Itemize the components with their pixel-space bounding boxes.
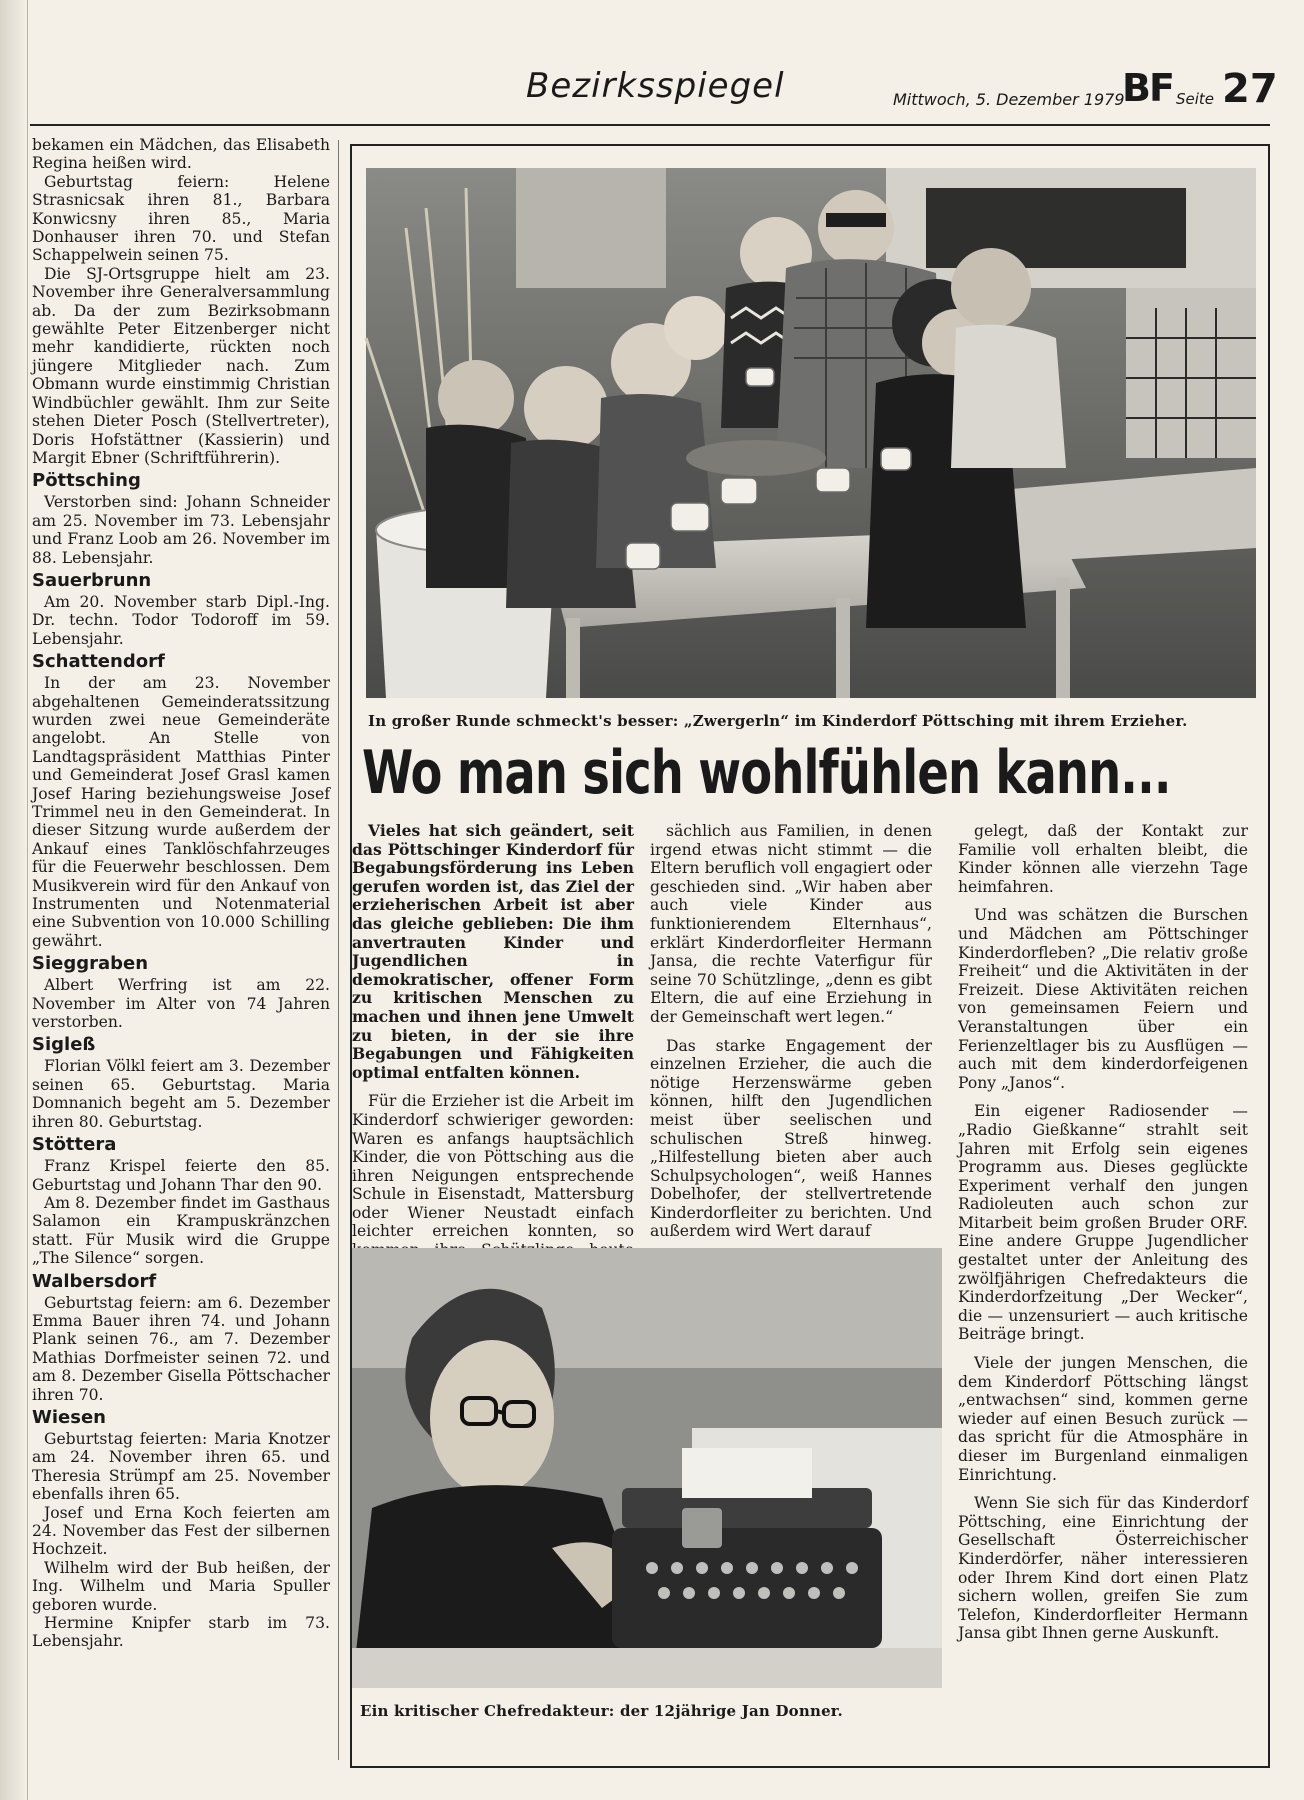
town-paragraph: Verstorben sind: Johann Schneider am 25. November im 73. Lebensjahr und Franz Loob am 26. November im 88. Lebensjahr. (32, 493, 330, 567)
children-at-table-photo (366, 168, 1256, 698)
article-paragraph: Und was schätzen die Burschen und Mädchen am Pöttschinger Kinderdorfleben? „Die relativ große Freiheit“ und die Aktivitäten in der Freizeit. Diese Aktivitäten reichen von gemeinsamen Feiern und Veranstaltungen über ein Ferienzeltlager bis zu Ausflügen — auch mit dem kinderdorfeigenen Pony „Janos“. (958, 906, 1248, 1092)
article-paragraph: Viele der jungen Menschen, die dem Kinderdorf Pöttsching längst „entwachsen“ sind, kommen gerne wieder auf einen Besuch zurück — das spricht für die Atmosphäre in dieser im Burgenland einmaligen Einrichtung. (958, 1354, 1248, 1484)
article-paragraph: Für die Erzieher ist die Arbeit im Kinderdorf schwieriger geworden: Waren es anfangs hauptsächlich Kinder, die von Pöttsching aus die ihren Neigungen entsprechende Schule in Eisenstadt, Mattersburg oder Wiener Neustadt einfach leichter erreichen konnten, so (352, 1092, 634, 1241)
town-paragraph: Albert Werfring ist am 22. November im Alter von 74 Jahren verstorben. (32, 976, 330, 1032)
town-heading: Walbersdorf (32, 1270, 157, 1292)
article-paragraph: Ein eigener Radiosender — „Radio Gießkanne“ strahlt seit Jahren mit Erfolg sein eigenes Programm aus. Dieses geglückte Experiment verhalf den jungen Radioleuten auch schon zur Mitarbeit beim großen Bruder ORF. Eine andere Gruppe Jugendlicher gestaltet unter der Anleitung des zwölfjährigen Chefredakteurs die Kinderdorfzeitung „Der Wecker“, die — unzensuriert — auch kritische Beiträge bringt. (958, 1102, 1248, 1344)
town-heading: Sauerbrunn (32, 569, 152, 591)
intro-paragraph: Geburtstag feiern: Helene Strasnicsak ihren 81., Barbara Konwicsny ihren 85., Maria Donhauser ihren 70. und Stefan Schappelwein seinen 75. (32, 172, 330, 265)
article-column-1 (352, 821, 634, 1241)
section-title: Bezirksspiegel (526, 66, 785, 106)
town-paragraph: Am 20. November starb Dipl.-Ing. Dr. techn. Todor Todoroff im 59. Lebensjahr. (32, 592, 330, 648)
article-column-3 (958, 822, 1248, 1752)
town-paragraph: Josef und Erna Koch feierten am 24. November das Fest der silbernen Hochzeit. (32, 1503, 330, 1559)
town-heading: Wiesen (32, 1406, 106, 1428)
newspaper-brand: BF (1122, 66, 1173, 110)
article-headline: Wo man sich wohlfühlen kann... (362, 738, 1171, 808)
article-paragraph: sächlich aus Familien, in denen irgend etwas nicht stimmt — die Eltern beruflich voll engagiert oder geschieden sind. „Wir haben aber auch viele Kinder aus funktionierendem Elternhaus“, erklärt Kinderdorfleiter Hermann Jansa, die rechte Vaterfigur für seine 70 Schützlinge, „denn es gibt Eltern, die auf eine Erziehung in der Gemeinschaft wert legen.“ (650, 822, 932, 1026)
town-paragraph: Florian Völkl feiert am 3. Dezember seinen 65. Geburtstag. Maria Domnanich begeht am 5. Dezember ihren 80. Geburtstag. (32, 1057, 330, 1131)
town-paragraph: Hermine Knipfer starb im 73. Lebensjahr. (32, 1614, 330, 1651)
boy-at-typewriter-photo (352, 1248, 942, 1688)
town-heading: Stöttera (32, 1134, 117, 1156)
article-paragraph: Das starke Engagement der einzelnen Erzieher, die auch die nötige Herzenswärme geben können, hilft den Jugendlichen meist über seelischen und schulischen Streß hinweg. „Hilfestellung bieten aber auch Schulpsychologen“, weiß Hannes Dobelhofer, der stellvertretende Kinderdorfleiter zu berichten. Und außerdem wird Wert darauf (650, 1036, 932, 1241)
town-heading: Sieggraben (32, 953, 149, 975)
photo-caption: Ein kritischer Chefredakteur: der 12jährige Jan Donner. (360, 1702, 843, 1720)
page-number: 27 (1222, 66, 1278, 112)
town-heading: Schattendorf (32, 651, 165, 673)
town-paragraph: Am 8. Dezember findet im Gasthaus Salamon ein Krampuskränzchen statt. Für Musik wird die Gruppe „The Silence“ sorgen. (32, 1193, 330, 1268)
town-paragraph: Wilhelm wird der Bub heißen, der Ing. Wilhelm und Maria Spuller geboren wurde. (32, 1558, 330, 1614)
issue-date: Mittwoch, 5. Dezember 1979 (893, 90, 1125, 109)
intro-paragraph: bekamen ein Mädchen, das Elisabeth Regina heißen wird. (32, 136, 330, 173)
page-binding-edge (0, 0, 28, 1800)
town-heading: Sigleß (32, 1034, 96, 1056)
article-column-2 (650, 822, 932, 1241)
intro-paragraph: Die SJ-Ortsgruppe hielt am 23. November ihre Generalversammlung ab. Da der zum Bezirksobmann gewählte Peter Eitzenberger nicht mehr kandidierte, rückten noch jüngere Mitglieder nach. Zum Obmann wurde einstimmig Christian Windbüchler gewählt. Ihm zur Seite stehen Dieter Posch (Stellvertreter), Doris Hofstättner (Kassierin) und Margit Ebner (Schriftführerin). (32, 264, 330, 467)
article-paragraph: gelegt, daß der Kontakt zur Familie voll erhalten bleibt, die Kinder können alle vierzehn Tage heimfahren. (958, 822, 1248, 896)
town-paragraph: Franz Krispel feierte den 85. Geburtstag und Johann Thar den 90. (32, 1157, 330, 1194)
article-paragraph: Wenn Sie sich für das Kinderdorf Pöttsching, eine Einrichtung der Gesellschaft Österreichischer Kinderdörfer, näher interessieren oder Ihrem Kind dort einen Platz sichern wollen, greifen Sie zum Telefon, Kinderdorfleiter Hermann Jansa gibt Ihnen gerne Auskunft. (958, 1494, 1248, 1643)
article-lead: Vieles hat sich geändert, seit das Pöttschinger Kinderdorf für Begabungsförderung ins Leben gerufen worden ist, das Ziel der erzieherischen Arbeit ist aber das gleiche geblieben: Die ihm anvertrauten Kinder und Jugendlichen in demokratischer, offener Form zu kritischen Menschen zu machen und ihnen jene Umwelt zu bieten, in der sie ihre Begabungen und Fähigkeiten optimal entfalten können. (352, 821, 634, 1082)
town-paragraph: Geburtstag feierten: Maria Knotzer am 24. November ihren 65. und Theresia Strümpf am 25. November ebenfalls ihren 65. (32, 1429, 330, 1504)
town-paragraph: Geburtstag feiern: am 6. Dezember Emma Bauer ihren 74. und Johann Plank seinen 76., am 7. Dezember Mathias Dorfmeister seinen 72. und am 8. Dezember Gisella Pöttschacher ihren 70. (32, 1293, 330, 1404)
header-rule (30, 124, 1270, 126)
town-heading: Pöttsching (32, 470, 141, 492)
district-news-column (32, 136, 330, 1766)
town-paragraph: In der am 23. November abgehaltenen Gemeinderatssitzung wurden zwei neue Gemeinderäte angelobt. An Stelle von Landtagspräsident Matthias Pinter und Gemeinderat Josef Grasl kamen Josef Haring beziehungsweise Josef Trimmel neu in den Gemeinderat. In dieser Sitzung wurde außerdem der Ankauf eines Tanklöschfahrzeuges für die Feuerwehr beschlossen. Dem Musikverein wird für den Ankauf von Instrumenten und Notenmaterial eine Subvention von 10.000 Schilling gewährt. (32, 674, 330, 950)
photo-caption: In großer Runde schmeckt's besser: „Zwergerln“ im Kinderdorf Pöttsching mit ihrem Erzieher. (368, 712, 1188, 730)
column-divider (338, 140, 339, 1760)
page-label: Seite (1176, 90, 1215, 108)
